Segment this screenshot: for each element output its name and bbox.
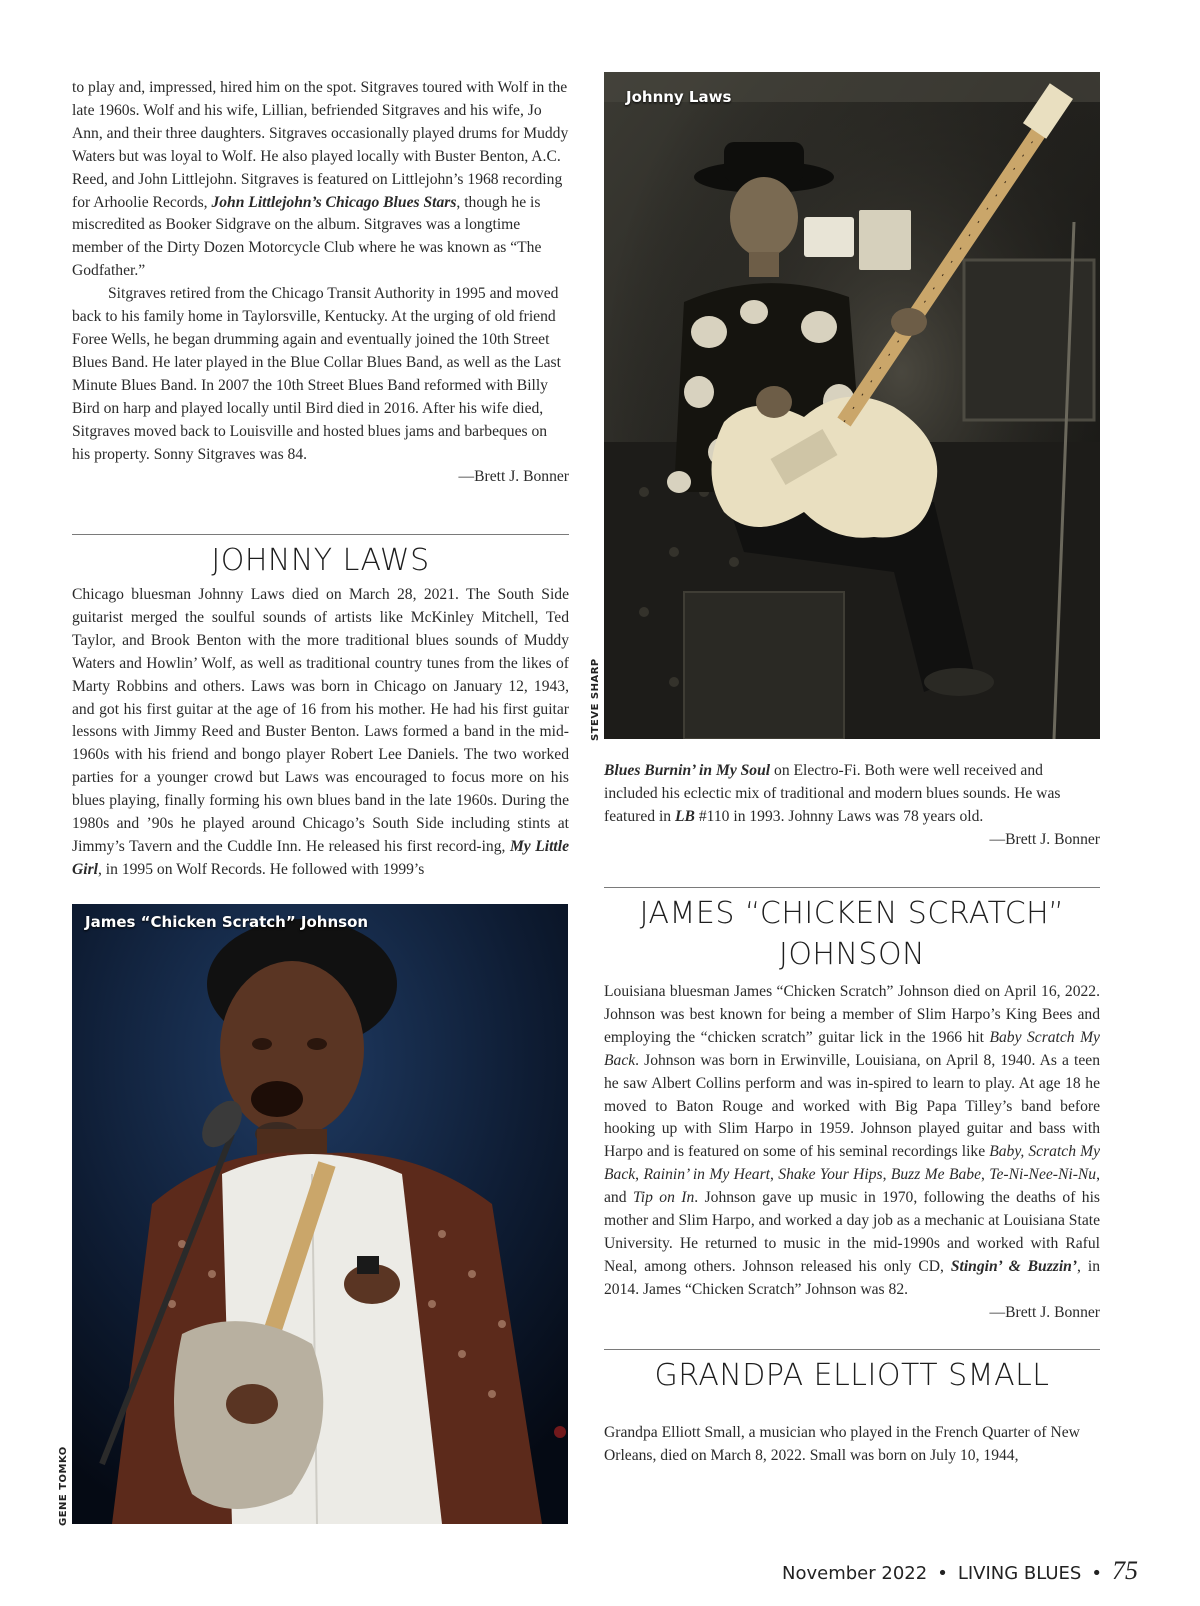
issue-date: November 2022 xyxy=(782,1563,928,1584)
johnny-laws-continued xyxy=(604,760,1100,852)
footer-bullet: • xyxy=(937,1563,948,1584)
section-divider xyxy=(604,1349,1100,1350)
beer-sign xyxy=(804,217,854,257)
album-title: John Littlejohn’s Chicago Blues Stars xyxy=(211,193,457,211)
sitgraves-paragraph-2: Sitgraves retired from the Chicago Transit Authority in 1995 and moved back to his family home in Taylorsville, Kentucky. At the urging of old friend Foree Wells, he began drumming again and eventually joined the 10th Street Blues Band. He later played in the Blue Collar Blues Band, as well as the Last Minute Blues Band. In 2007 the 10th Street Blues Band reformed with Billy Bird on harp and played locally until Bird died in 2016. After his wife died, Sitgraves moved back to Louisville and hosted blues jams and barbeques on his property. Sonny Sitgraves was 84. xyxy=(72,285,561,463)
section-divider xyxy=(72,534,569,535)
byline: —Brett J. Bonner xyxy=(458,468,569,486)
magazine-name: LIVING BLUES xyxy=(957,1563,1082,1584)
section-divider xyxy=(604,887,1100,888)
album-title: Blues Burnin’ in My Soul xyxy=(604,762,771,779)
sitgraves-paragraph-1: to play and, impressed, hired him on the spot. Sitgraves toured with Wolf in the late 1960s. Wolf and his wife, Lillian, befriended Sitgraves and his wife, Jo Ann, and their three daughters. Sitgraves occasionally played drums for Muddy Waters but was loyal to Wolf. He also played locally with Buster Benton, A.C. Reed, and John Littlejohn. Sitgraves is featured on Littlejohn’s 1968 recording for Arhoolie Records, John Littlejohn’s Chicago Blues Stars, though he is miscredited as Booker Sidgrave on the album. Sitgraves was a longtime member of the Dirty Dozen Motorcycle Club where he was known as “The Godfather.” xyxy=(72,79,569,280)
song-title: Buzz Me Babe xyxy=(890,1166,981,1184)
chicken-scratch-photo-caption: James “Chicken Scratch” Johnson xyxy=(85,913,369,931)
song-title: Tip on In xyxy=(632,1189,695,1207)
chicken-scratch-heading xyxy=(604,893,1100,975)
chicken-scratch-heading-line2: JOHNSON xyxy=(778,937,926,972)
johnny-laws-paragraph-continued: Blues Burnin’ in My Soul on Electro-Fi. Both were well received and included his eclectic mix of traditional and modern blues sounds. He was featured in LB #110 in 1993. Johnny Laws was 78 years old. xyxy=(604,762,1061,825)
grandpa-elliott-heading: GRANDPA ELLIOTT SMALL xyxy=(654,1358,1050,1393)
johnny-laws-photo-credit: STEVE SHARP xyxy=(590,658,601,741)
song-title: Rainin’ in My Heart xyxy=(643,1166,770,1184)
johnny-laws-photo-image xyxy=(604,72,1100,739)
johnny-laws-paragraph: Chicago bluesman Johnny Laws died on March 28, 2021. The South Side guitarist merged the soulful sounds of artists like McKinley Mitchell, Ted Taylor, and Brook Benton with the more traditional blues sounds of Muddy Waters and Howlin’ Wolf, as well as traditional country tunes from the likes of Marty Robbins and others. Laws was born in Chicago on January 12, 1943, and got his first guitar at the age of 16 from his mother. He had his first guitar lessons with Jimmy Reed and Buster Benton. Laws formed a band in the mid-1960s with his friend and bongo player Robert Lee Daniels. The two worked parties for a younger crowd but Laws was encouraged to focus more on his blues playing, finally forming his own blues band in the late 1960s. During the 1980s and ’90s he played around Chicago’s South Side including stints at Jimmy’s Tavern and the Cuddle Inn. He released his first record-ing, My Little Girl, in 1995 on Wolf Records. He followed with 1999’s xyxy=(72,586,570,878)
chicken-scratch-paragraph: Louisiana bluesman James “Chicken Scratch” Johnson died on April 16, 2022. Johnson was best known for being a member of Slim Harpo’s King Bees and employing the “chicken scratch” guitar lick in the 1966 hit Baby Scratch My Back. Johnson was born in Erwinville, Louisiana, on April 8, 1940. As a teen he saw Albert Collins perform and was in-spired to learn to play. At age 18 he moved to Baton Rouge and worked with Big Papa Tilley’s band before hooking up with Slim Harpo in 1959. Johnson played guitar and bass with Harpo and is featured on some of his seminal recordings like Baby, Scratch My Back, Rainin’ in My Heart, Shake Your Hips, Buzz Me Babe, Te-Ni-Nee-Ni-Nu, and Tip on In. Johnson gave up music in 1970, following the deaths of his mother and Slim Harpo, and worked a day job as a mechanic at Louisiana State University. He returned to music in the mid-1990s and worked with Raful Neal, among others. Johnson released his only CD, Stingin’ & Buzzin’, in 2014. James “Chicken Scratch” Johnson was 82. xyxy=(604,983,1101,1298)
page-footer xyxy=(782,1556,1138,1586)
album-title: Stingin’ & Buzzin’ xyxy=(950,1257,1078,1275)
footer-bullet: • xyxy=(1091,1563,1102,1584)
johnny-laws-photo-caption: Johnny Laws xyxy=(626,88,732,106)
johnny-laws-photo xyxy=(604,72,1100,739)
song-title: Baby Scratch My Back xyxy=(604,1028,1100,1069)
song-title: Baby, Scratch My Back xyxy=(604,1143,1100,1184)
song-title: Shake Your Hips xyxy=(778,1166,883,1184)
chicken-scratch-photo-image xyxy=(72,904,568,1524)
grandpa-elliott-paragraph: Grandpa Elliott Small, a musician who played in the French Quarter of New Orleans, died on March 8, 2022. Small was born on July 10, 1944, xyxy=(604,1424,1080,1464)
byline: —Brett J. Bonner xyxy=(989,1303,1100,1321)
byline: —Brett J. Bonner xyxy=(989,830,1100,848)
poster xyxy=(859,210,911,270)
chicken-scratch-photo xyxy=(72,904,568,1524)
chicken-scratch-photo-credit: GENE TOMKO xyxy=(58,1446,69,1526)
page-number: 75 xyxy=(1112,1556,1138,1585)
sitgraves-article xyxy=(72,77,569,489)
grandpa-elliott-article xyxy=(604,1422,1100,1468)
magazine-abbrev: LB xyxy=(675,807,695,825)
johnny-laws-heading: JOHNNY LAWS xyxy=(211,543,430,578)
johnny-laws-article xyxy=(72,584,569,882)
chicken-scratch-article xyxy=(604,981,1100,1325)
chicken-scratch-heading-line1: JAMES “CHICKEN SCRATCH” xyxy=(639,896,1065,931)
song-title: Te-Ni-Nee-Ni-Nu xyxy=(989,1166,1097,1184)
album-title: My Little Girl xyxy=(72,837,570,878)
